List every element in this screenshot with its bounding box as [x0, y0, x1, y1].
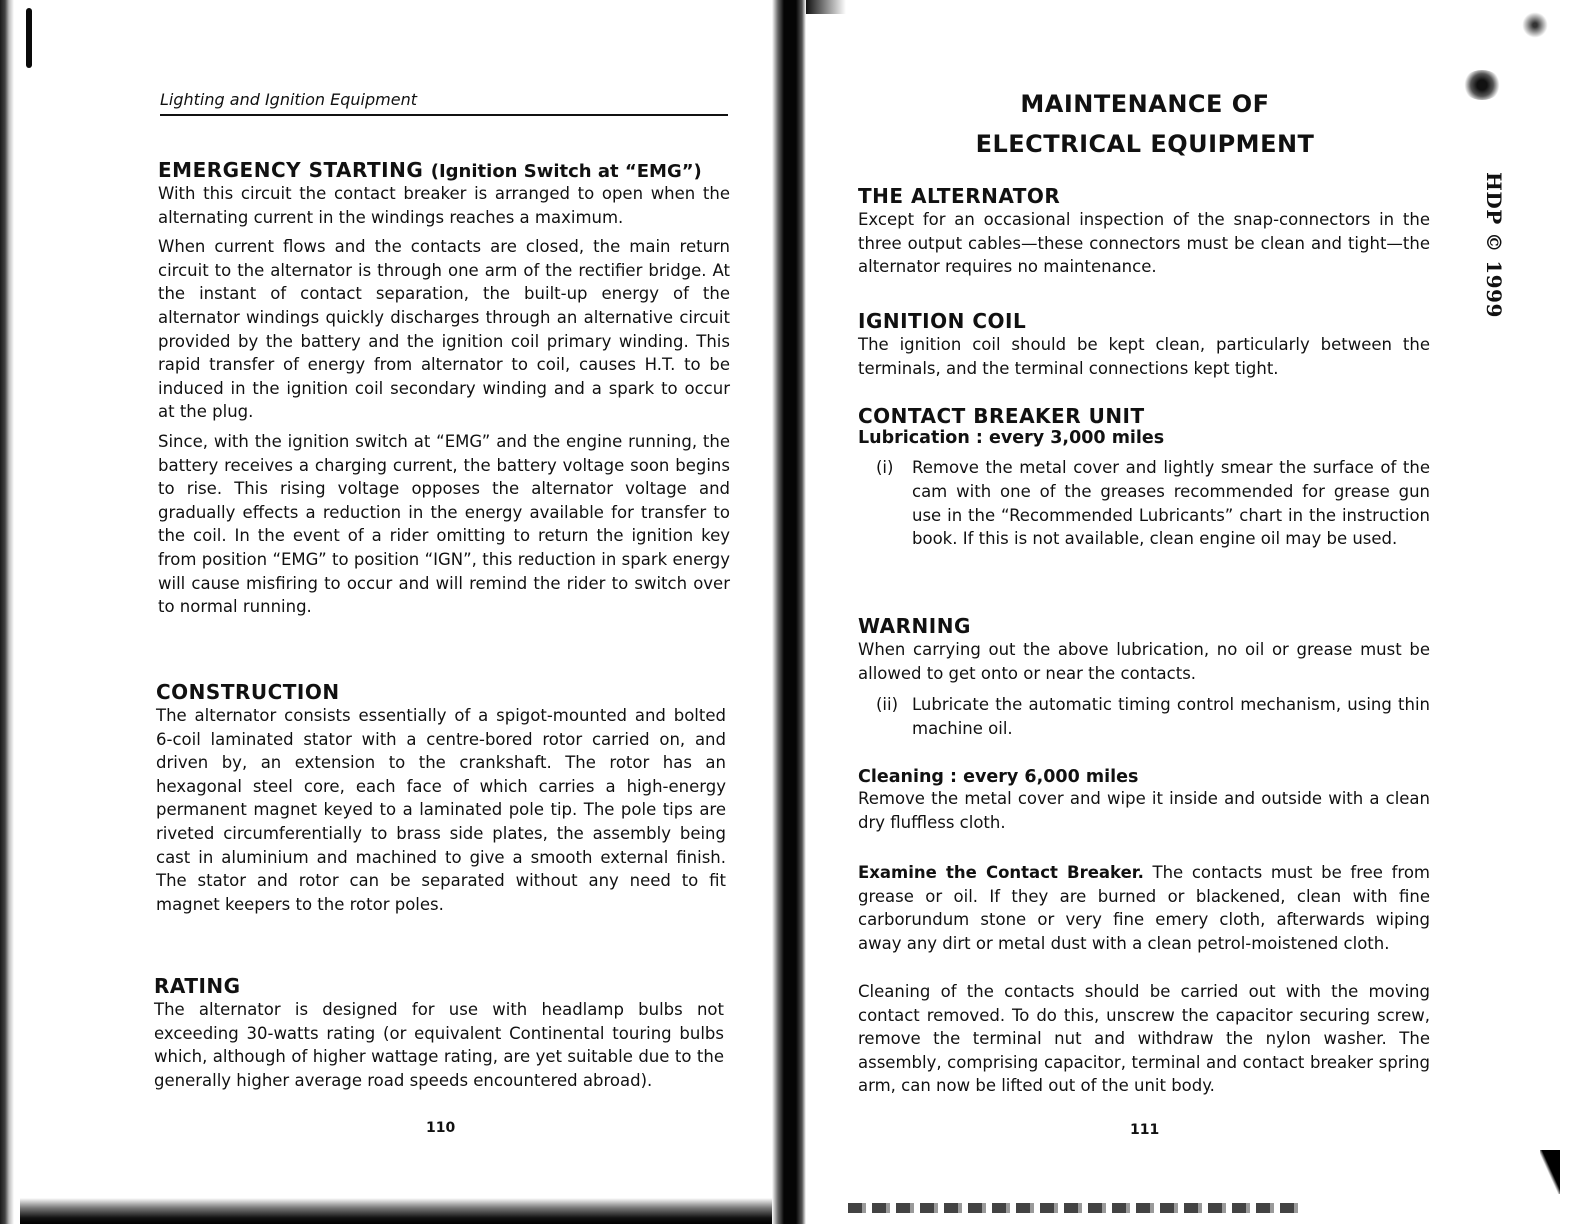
- section-heading: THE ALTERNATOR: [858, 184, 1061, 208]
- paragraph: With this circuit the contact breaker is arranged to open when the alternating current in the windings reaches a maximum.: [158, 184, 730, 227]
- list-item-text: Remove the metal cover and lightly smear the surface of the cam with one of the greases recommended for grease gun use in the “Recommended Lubricants” chart in the instruction book. If this is not available, clean engine oil may be used.: [912, 458, 1430, 549]
- list-item-text: Lubricate the automatic timing control mechanism, using thin machine oil.: [912, 695, 1430, 738]
- paragraph: Remove the metal cover and wipe it inside and outside with a clean dry fluffless cloth.: [858, 789, 1430, 832]
- section-rating: [154, 974, 724, 1092]
- ink-smudge: [1520, 10, 1550, 40]
- scan-top-notch: [806, 0, 846, 14]
- paragraph: Cleaning of the contacts should be carried out with the moving contact removed. To do this, unscrew the capacitor securing screw, remove the terminal nut and withdraw the nylon washer. The assembly, comprising capacitor, terminal and contact breaker spring arm, can now be lifted out of the unit body.: [858, 982, 1430, 1096]
- side-copyright: HDP © 1999: [1482, 172, 1506, 318]
- paragraph: The alternator is designed for use with headlamp bulbs not exceeding 30-watts rating (or equivalent Continental touring bulbs which, although of higher wattage rating, are yet suitable due to the generally higher average road speeds encountered abroad).: [154, 1000, 724, 1090]
- paragraph: When carrying out the above lubrication, no oil or grease must be allowed to get onto or near the contacts.: [858, 640, 1430, 683]
- section-cleaning: [858, 767, 1430, 834]
- section-heading: IGNITION COIL: [858, 309, 1027, 333]
- section-examine: [858, 861, 1430, 955]
- book-gutter: [772, 0, 806, 1224]
- page-number-right: 111: [1130, 1122, 1160, 1138]
- paragraph: Since, with the ignition switch at “EMG” and the engine running, the battery receives a charging current, the battery voltage soon begins to rise. This rising voltage opposes the alternator voltage and gradually effects a reduction in the energy available for transfer to the coil. In the event of a rider omitting to return the ignition key from position “EMG” to position “IGN”, this reduction in spark energy will cause misfiring to occur and will remind the rider to switch over to normal running.: [158, 431, 730, 617]
- scan-corner-mark: [1540, 1150, 1560, 1194]
- section-alternator: [858, 184, 1430, 279]
- scan-left-edge: [0, 0, 14, 1224]
- section-contact-breaker: [858, 404, 1430, 551]
- section-heading: CONSTRUCTION: [156, 680, 340, 704]
- section-heading: WARNING: [858, 614, 971, 638]
- paragraph: The ignition coil should be kept clean, particularly between the terminals, and the terminal connections kept tight.: [858, 335, 1430, 378]
- ink-smudge: [1462, 70, 1502, 100]
- paragraph-text: The contacts must be free from grease or oil. If they are burned or blackened, clean with fine carborundum stone or very fine emery cloth, afterwards wiping away any dirt or metal dust with a clean petrol-moistened cloth.: [858, 863, 1430, 953]
- paragraph: The alternator consists essentially of a spigot-mounted and bolted 6-coil laminated stator with a centre-bored rotor carried on, and driven by, an extension to the crankshaft. The rotor has an hexagonal steel core, each face of which carries a high-energy permanent magnet keyed to a laminated pole tip. The pole tips are riveted circumferentially to brass side plates, the assembly being cast in aluminium and machined to give a smooth external finish. The stator and rotor can be separated without any need to fit magnet keepers to the rotor poles.: [156, 706, 726, 914]
- section-heading: RATING: [154, 974, 241, 998]
- list-item: [858, 693, 1430, 741]
- list-item-number: (ii): [876, 695, 899, 715]
- section-ignition-coil: [858, 309, 1430, 380]
- title-line: MAINTENANCE OF: [1020, 90, 1270, 118]
- section-warning: [858, 614, 1430, 741]
- scan-bottom-streak: [848, 1203, 1298, 1213]
- scan-mark: [26, 8, 32, 68]
- paragraph-lead: Examine the Contact Breaker.: [858, 863, 1144, 882]
- section-construction: [156, 680, 726, 916]
- list-item-number: (i): [876, 458, 894, 477]
- page-title: [960, 84, 1330, 164]
- title-line: ELECTRICAL EQUIPMENT: [975, 130, 1315, 158]
- section-cleaning-contacts: [858, 980, 1430, 1098]
- paragraph: When current flows and the contacts are closed, the main return circuit to the alternator is through one arm of the rectifier bridge. At the instant of contact separation, the built-up energy of the alternator windings quickly discharges through an alternative circuit provided by the battery and the ignition coil primary winding. This rapid transfer of energy from alternator to coil, causes H.T. to be induced in the ignition coil secondary winding and a spark to occur at the plug.: [158, 237, 730, 422]
- lubrication-subhead: Lubrication : every 3,000 miles: [858, 428, 1165, 448]
- section-heading: EMERGENCY STARTING (Ignition Switch at “EMG”): [158, 158, 702, 182]
- running-head: Lighting and Ignition Equipment: [160, 90, 728, 116]
- section-heading: CONTACT BREAKER UNIT: [858, 404, 1145, 428]
- cleaning-subhead: Cleaning : every 6,000 miles: [858, 767, 1139, 787]
- paragraph: [858, 861, 1430, 955]
- page-number-left: 110: [426, 1120, 456, 1136]
- list-item: [858, 456, 1430, 551]
- scan-bottom-shadow: [20, 1198, 772, 1224]
- section-emergency-starting: [158, 158, 730, 619]
- paragraph: Except for an occasional inspection of the snap-connectors in the three output cables—these connectors must be clean and tight—the alternator requires no maintenance.: [858, 210, 1430, 277]
